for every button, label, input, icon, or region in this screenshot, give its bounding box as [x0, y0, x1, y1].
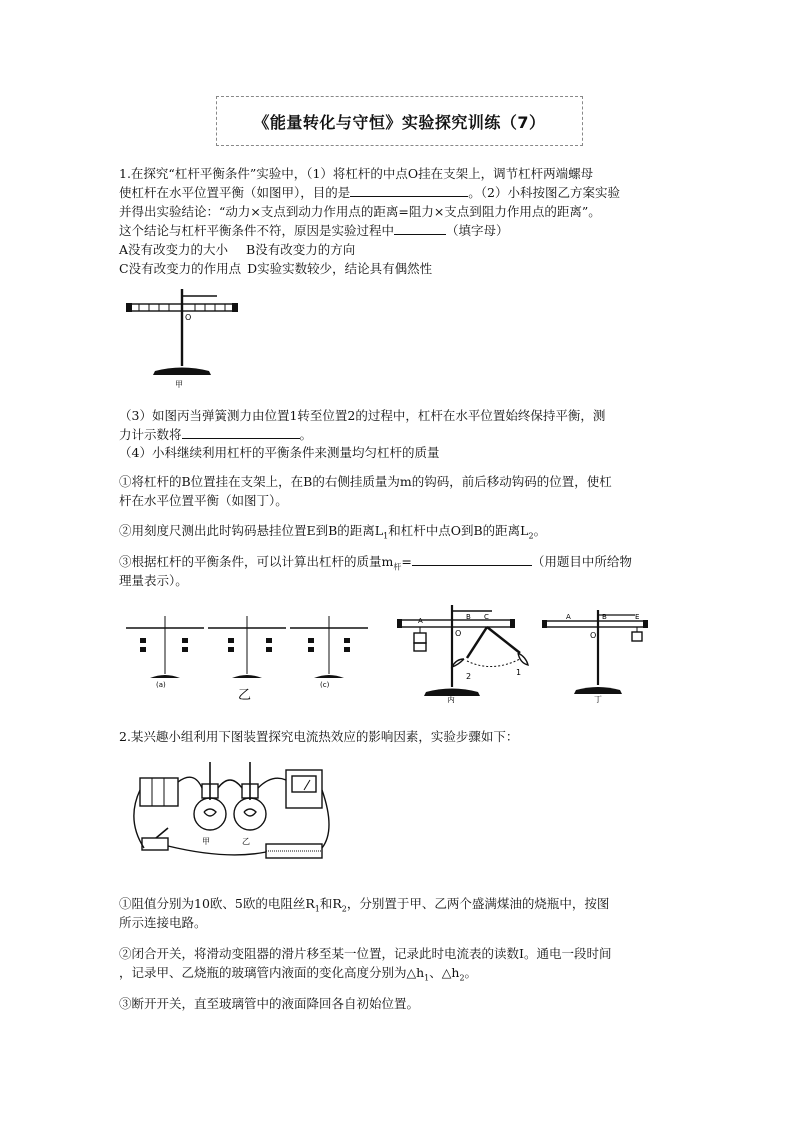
- figure-circuit: [126, 760, 336, 875]
- step3-line2: 理量表示）。: [119, 573, 188, 588]
- option-c: C没有改变力的作用点: [119, 261, 242, 276]
- q1-line2: [119, 183, 620, 202]
- q1-part3-line2: [119, 425, 312, 444]
- label-ding-e: E: [635, 613, 640, 621]
- q2-step3: ③断开开关，直至玻璃管中的液面降回各自初始位置。: [119, 996, 420, 1011]
- label-o-bing: O: [455, 629, 462, 638]
- figure-jia-lever: [125, 286, 240, 391]
- q2-s1-c: ，分别置于甲、乙两个盛满煤油的烧瓶中，按图: [346, 896, 610, 911]
- step2: [119, 521, 546, 546]
- label-letter-c: C: [484, 613, 489, 621]
- step2-c: 。: [533, 523, 547, 538]
- q2-s2-sub2: 2: [459, 973, 465, 983]
- label-letter-a: A: [418, 617, 423, 625]
- q1-line4-a: 这个结论与杠杆平衡条件不符，原因是实验过程中: [119, 223, 395, 238]
- figure-yi-lever-set: [120, 612, 375, 702]
- q1-line1: 1.在探究“杠杆平衡条件”实验中，（1）将杠杆的中点O挂在支架上，调节杠杆两端螺母: [119, 166, 594, 181]
- step3-b: =: [401, 554, 412, 569]
- step2-b: 和杠杆中点O到B的距离L: [388, 523, 529, 538]
- q1-part3-line1: （3）如图丙当弹簧测力由位置1转至位置2的过程中，杠杆在水平位置始终保持平衡，测: [119, 408, 606, 423]
- step3-c: （用题目中所给物: [531, 554, 632, 569]
- option-b: B没有改变力的方向: [246, 242, 356, 257]
- option-a: A没有改变力的大小: [119, 242, 229, 257]
- q2-step2-line1: ②闭合开关，将滑动变阻器的滑片移至某一位置，记录此时电流表的读数I。通电一段时间: [119, 946, 612, 961]
- q2-s1-sub2: 2: [341, 904, 347, 914]
- label-pos-1: 1: [516, 668, 522, 677]
- q2-step2-line2: [119, 963, 477, 988]
- step1-line1: ①将杠杆的B位置挂在支架上，在B的右侧挂质量为m的钩码，前后移动钩码的位置，使杠: [119, 474, 612, 489]
- answer-blank-letter[interactable]: [394, 222, 446, 235]
- figure-ding-lever: [540, 608, 655, 703]
- label-jia: 甲: [175, 380, 183, 389]
- answer-blank-purpose[interactable]: [350, 184, 468, 197]
- title-box: [216, 96, 583, 146]
- label-o-jia: O: [185, 313, 192, 322]
- q2-s1-sub1: 1: [314, 904, 320, 914]
- label-flask-jia: 甲: [202, 837, 210, 846]
- step2-a: ②用刻度尺测出此时钩码悬挂位置E到B的距离L: [119, 523, 384, 538]
- label-bing: 丙: [447, 695, 455, 703]
- q1-line2-b: 。（2）小科按图乙方案实验: [468, 185, 620, 200]
- step3-a: ③根据杠杆的平衡条件，可以计算出杠杆的质量m: [119, 554, 394, 569]
- q1-line3: 并得出实验结论：“动力×支点到动力作用点的距离=阻力×支点到阻力作用点的距离”。: [119, 204, 601, 219]
- q1-line4-b: （填字母）: [446, 223, 509, 238]
- q2-s1-a: ①阻值分别为10欧、5欧的电阻丝R: [119, 896, 315, 911]
- q1-part3-line2-b: 。: [299, 427, 313, 442]
- q1-options-cd: [119, 259, 432, 278]
- step1-line2: 杆在水平位置平衡（如图丁）。: [119, 493, 288, 508]
- q1-part4: （4）小科继续利用杠杆的平衡条件来测量均匀杠杆的质量: [119, 445, 440, 460]
- q1-line4: [119, 221, 509, 240]
- label-flask-yi: 乙: [242, 837, 250, 846]
- q1-line2-a: 使杠杆在水平位置平衡（如图甲），目的是: [119, 185, 351, 200]
- label-c: (c): [320, 681, 330, 689]
- label-ding-a: A: [566, 613, 571, 621]
- q2-s2-b: 、△h: [429, 965, 460, 980]
- q1-part3-line2-a: 力计示数将: [119, 427, 182, 442]
- option-d: D实验实数较少，结论具有偶然性: [247, 261, 433, 276]
- step2-sub1: 1: [383, 531, 389, 541]
- label-a: (a): [156, 681, 166, 689]
- label-yi: 乙: [238, 688, 252, 702]
- q2-s1-b: 和R: [319, 896, 342, 911]
- step2-sub2: 2: [528, 531, 534, 541]
- page-title: 《能量转化与守恒》实验探究训练（7）: [253, 112, 546, 132]
- q2-intro: 2.某兴趣小组利用下图装置探究电流热效应的影响因素，实验步骤如下：: [119, 729, 519, 744]
- label-ding-b: B: [602, 613, 607, 621]
- label-ding: 丁: [594, 695, 602, 703]
- label-letter-b: B: [466, 613, 471, 621]
- label-o-ding: O: [590, 631, 597, 640]
- lever-b: [208, 616, 286, 702]
- step3-sub: 杆: [393, 562, 402, 572]
- label-pos-2: 2: [466, 672, 472, 681]
- q2-step1-line2: 所示连接电路。: [119, 915, 207, 930]
- lever-c: [290, 616, 368, 689]
- q2-s2-c: 。: [464, 965, 478, 980]
- figure-bing-lever: [392, 603, 542, 703]
- lever-a: [126, 616, 204, 689]
- q2-s2-sub1: 1: [424, 973, 430, 983]
- q1-options-ab: [119, 240, 355, 259]
- answer-blank-mass[interactable]: [412, 553, 532, 566]
- step3-line1: [119, 552, 632, 577]
- answer-blank-meter[interactable]: [182, 426, 300, 439]
- q2-s2-a: ，记录甲、乙烧瓶的玻璃管内液面的变化高度分别为△h: [119, 965, 425, 980]
